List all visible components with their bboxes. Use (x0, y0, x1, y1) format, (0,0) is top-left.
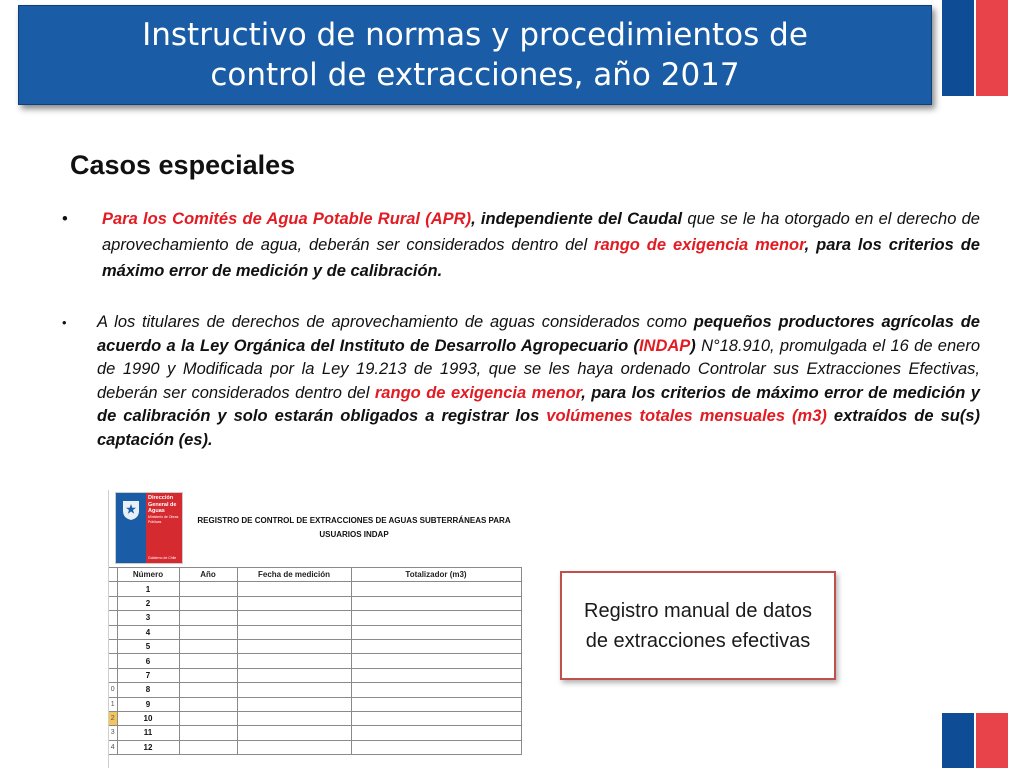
ano-cell (179, 740, 237, 754)
ano-cell (179, 611, 237, 625)
callout-box (560, 571, 836, 680)
table-header-row (109, 568, 521, 582)
table-row (109, 625, 521, 639)
table-row (109, 711, 521, 725)
fecha-cell (237, 683, 351, 697)
table-row (109, 639, 521, 653)
indap-range-highlight: rango de exigencia menor (374, 383, 582, 402)
table-row (109, 740, 521, 754)
bullet-apr (62, 206, 980, 284)
totalizador-cell (351, 625, 521, 639)
totalizador-cell (351, 697, 521, 711)
fecha-cell (237, 668, 351, 682)
column-header-ano: Año (179, 568, 237, 582)
numero-cell: 10 (117, 711, 179, 725)
flag-stripe-red-bottom (976, 713, 1008, 768)
numero-cell: 7 (117, 668, 179, 682)
ano-cell (179, 668, 237, 682)
row-index-cell: 3 (109, 726, 117, 740)
numero-cell: 3 (117, 611, 179, 625)
fecha-cell (237, 611, 351, 625)
indap-intro-text: A los titulares de derechos de aprovechamiento de aguas considerados como (97, 313, 694, 331)
numero-cell: 1 (117, 582, 179, 596)
row-index-cell: 1 (109, 697, 117, 711)
sheet-title-line-1: REGISTRO DE CONTROL DE EXTRACCIONES DE AGUAS SUBTERRÁNEAS PARA (197, 516, 511, 525)
fecha-cell (237, 582, 351, 596)
callout-text: Registro manual de datos de extracciones efectivas (584, 599, 812, 652)
row-index-cell (109, 582, 117, 596)
indap-closing-text: extraídos de su(s) captación (es). (97, 407, 981, 449)
sheet-header (109, 490, 522, 564)
row-index-cell (109, 654, 117, 668)
register-table (109, 567, 522, 755)
row-index-cell (109, 611, 117, 625)
table-row (109, 726, 521, 740)
numero-cell: 6 (117, 654, 179, 668)
ano-cell (179, 697, 237, 711)
ano-cell (179, 639, 237, 653)
row-index-cell: 2 (109, 711, 117, 725)
fecha-cell (237, 697, 351, 711)
indap-producers-text: pequeños productores agrícolas de acuerdo a la Ley Orgánica del Instituto de Desarrollo Agropecuario ( (97, 313, 980, 355)
table-row (109, 668, 521, 682)
ano-cell (179, 654, 237, 668)
ano-cell (179, 582, 237, 596)
bullet-apr-text (102, 206, 980, 284)
totalizador-cell (351, 683, 521, 697)
ano-cell (179, 625, 237, 639)
fecha-cell (237, 726, 351, 740)
row-index-header (109, 568, 117, 582)
numero-cell: 11 (117, 726, 179, 740)
totalizador-cell (351, 582, 521, 596)
logo-title: Dirección General de Aguas (148, 495, 177, 514)
numero-cell: 2 (117, 596, 179, 610)
totalizador-cell (351, 654, 521, 668)
fecha-cell (237, 654, 351, 668)
table-row (109, 582, 521, 596)
indap-law-text: N°18.910, promulgada el 16 de enero de 1990 y Modificada por la Ley 19.213 de 1993, que se les haya ordenado Controlar sus Extracciones Efectivas, deberán ser considerados dentro del (97, 336, 980, 402)
fecha-cell (237, 639, 351, 653)
table-row (109, 697, 521, 711)
fecha-cell (237, 596, 351, 610)
fecha-cell (237, 625, 351, 639)
totalizador-cell (351, 711, 521, 725)
totalizador-cell (351, 740, 521, 754)
numero-cell: 12 (117, 740, 179, 754)
table-row (109, 654, 521, 668)
sheet-title-line-2: USUARIOS INDAP (319, 530, 389, 539)
fecha-cell (237, 740, 351, 754)
dga-logo (115, 492, 183, 564)
indap-volumes-highlight: volúmenes totales mensuales (m3) (546, 407, 827, 425)
column-header-fecha: Fecha de medición (237, 568, 351, 582)
totalizador-cell (351, 668, 521, 682)
column-header-numero: Número (117, 568, 179, 582)
totalizador-cell (351, 611, 521, 625)
register-sheet-image (108, 490, 522, 768)
row-index-cell (109, 639, 117, 653)
row-index-cell: 4 (109, 740, 117, 754)
bullet-marker: • (62, 315, 67, 330)
logo-footer: Gobierno de Chile (148, 555, 177, 560)
column-header-totalizador: Totalizador (m3) (351, 568, 521, 582)
logo-subtitle: Ministerio de Obras Públicas (148, 515, 179, 524)
numero-cell: 5 (117, 639, 179, 653)
ano-cell (179, 711, 237, 725)
logo-red-panel (146, 493, 182, 563)
bullet-indap-text (97, 311, 980, 452)
row-index-cell (109, 668, 117, 682)
table-row (109, 683, 521, 697)
row-index-cell (109, 625, 117, 639)
ano-cell (179, 726, 237, 740)
indap-acronym: INDAP (638, 336, 691, 355)
row-index-cell: 0 (109, 683, 117, 697)
section-title: Casos especiales (70, 150, 296, 180)
row-index-cell (109, 596, 117, 610)
numero-cell: 4 (117, 625, 179, 639)
flag-stripe-blue-top (942, 0, 974, 96)
bullet-indap (62, 311, 980, 452)
page-title-line-1: Instructivo de normas y procedimientos de (142, 17, 808, 53)
apr-highlight: Para los Comités de Agua Potable Rural (APR) (102, 210, 472, 228)
totalizador-cell (351, 639, 521, 653)
sheet-title (189, 514, 519, 542)
apr-caudal-text: , independiente del Caudal (471, 210, 683, 228)
fecha-cell (237, 711, 351, 725)
chile-shield-icon (116, 493, 146, 563)
totalizador-cell (351, 726, 521, 740)
numero-cell: 8 (117, 683, 179, 697)
ano-cell (179, 596, 237, 610)
apr-body-text: que se le ha otorgado en el derecho de aprovechamiento de agua, deberán ser considerados dentro del (102, 210, 980, 254)
ano-cell (179, 683, 237, 697)
flag-stripe-blue-bottom (942, 713, 974, 768)
page-title-line-2: control de extracciones, año 2017 (210, 57, 740, 93)
bullet-marker: • (62, 210, 68, 228)
numero-cell: 9 (117, 697, 179, 711)
indap-close-paren: ) (690, 336, 696, 355)
totalizador-cell (351, 596, 521, 610)
flag-stripe-red-top (976, 0, 1008, 96)
apr-range-highlight: rango de exigencia menor (594, 236, 805, 254)
title-banner (18, 5, 932, 105)
apr-criteria-text: , para los criterios de máximo error de medición y de calibración. (102, 236, 980, 280)
table-row (109, 611, 521, 625)
table-row (109, 596, 521, 610)
indap-criteria-text: , para los criterios de máximo error de medición y de calibración y solo estarán obligados a registrar los (97, 383, 980, 425)
